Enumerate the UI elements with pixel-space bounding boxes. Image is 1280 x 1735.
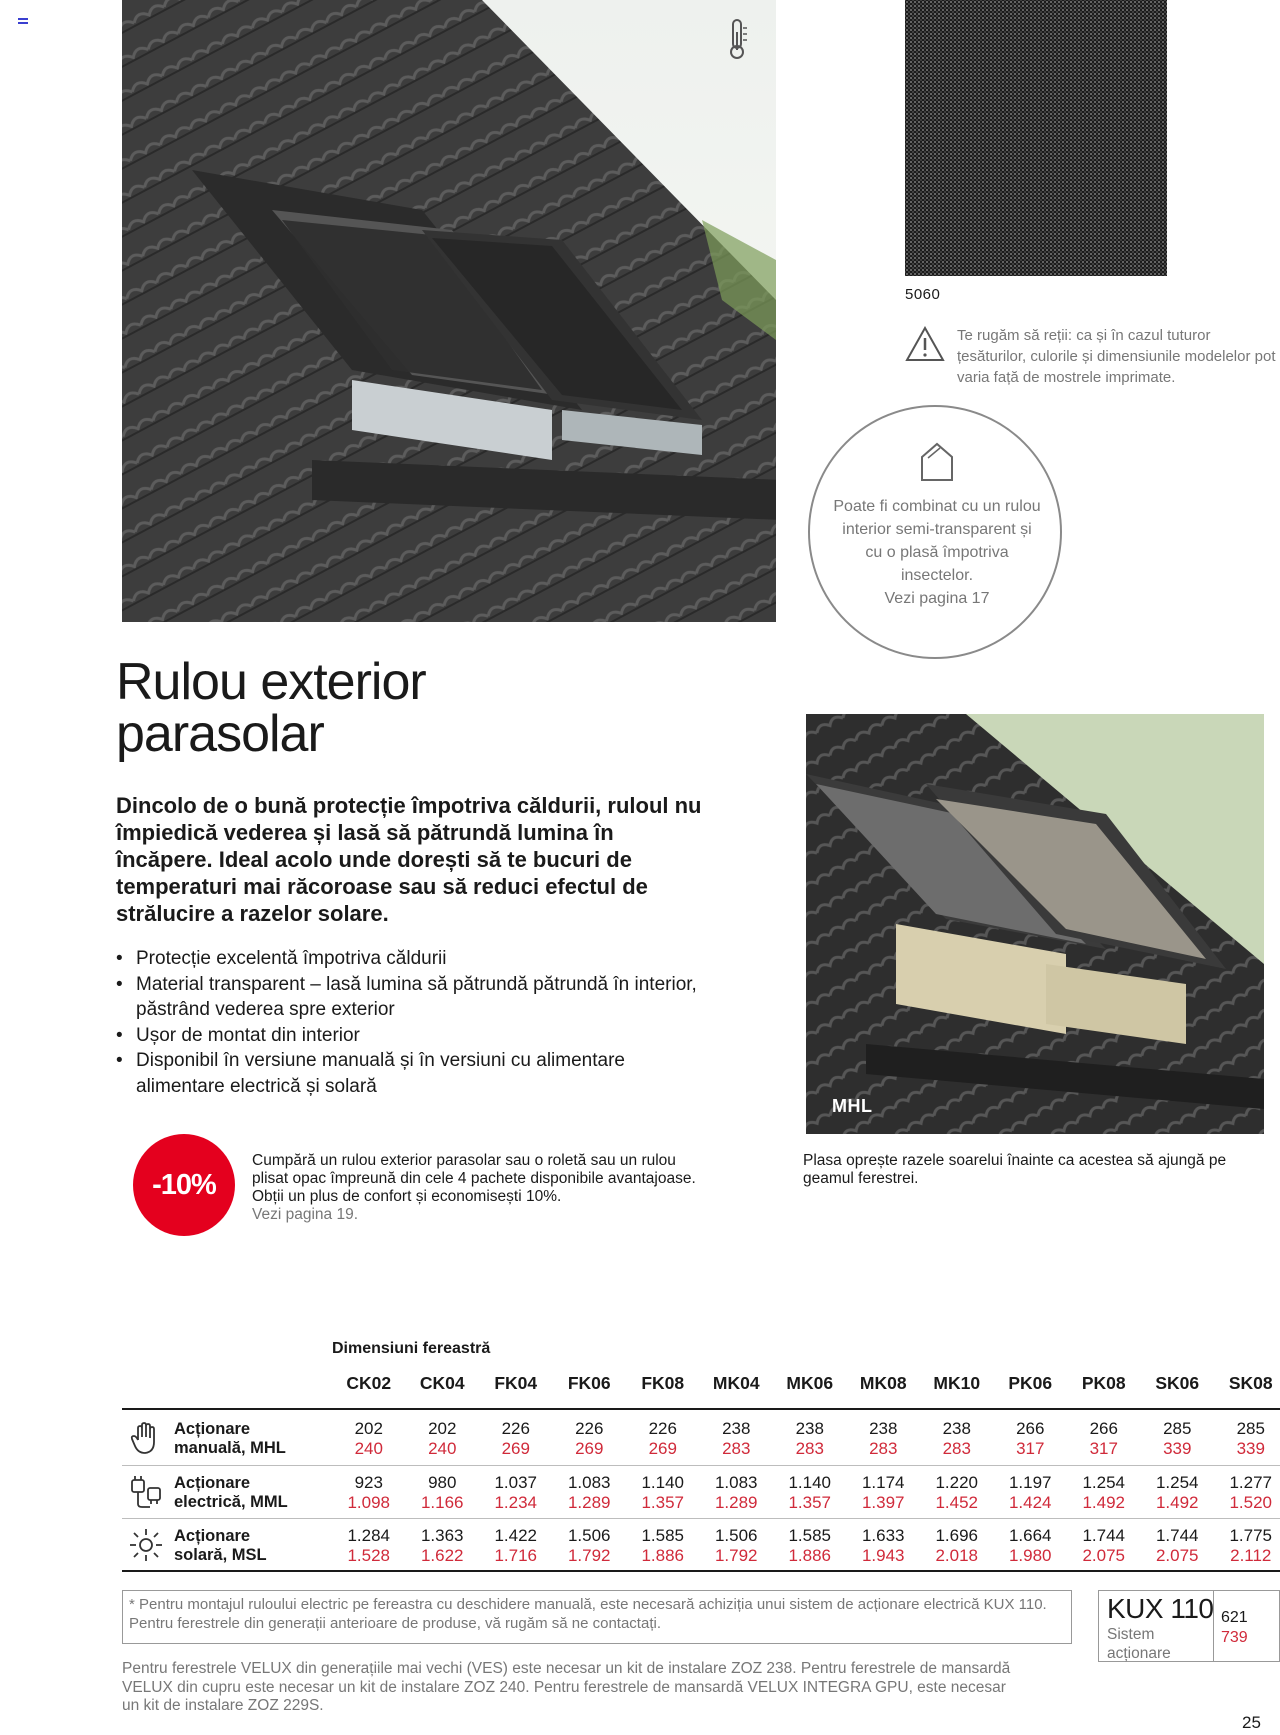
old-price-value: 1.980 — [1008, 1546, 1052, 1565]
row-label — [174, 1420, 286, 1458]
old-price-value: 1.289 — [567, 1493, 611, 1512]
kux-price-box — [1098, 1590, 1280, 1662]
footnote-box: * Pentru montajul ruloului electric pe fereastra cu deschidere manuală, este necesară achiziția unui sistem de acționare electrică KUX 110. Pentru ferestrele din generații anterioare de produse, vă rugăm să ne contactați. — [122, 1590, 1072, 1644]
price-cell — [1214, 1419, 1280, 1459]
old-price-value: 1.289 — [714, 1493, 758, 1512]
price-cell — [406, 1473, 480, 1513]
row-values — [332, 1526, 1280, 1566]
old-price-value: 1.716 — [494, 1546, 538, 1565]
price-cell — [626, 1473, 700, 1513]
row-values — [332, 1419, 1280, 1459]
old-price-value: 2.075 — [1082, 1546, 1126, 1565]
hand-icon — [128, 1420, 164, 1456]
old-price-value: 1.452 — [935, 1493, 979, 1512]
old-price-value: 339 — [1236, 1439, 1265, 1458]
page-number: 25 — [1242, 1713, 1261, 1732]
table-row — [122, 1519, 1280, 1571]
price-value: 1.664 — [1008, 1526, 1052, 1545]
old-price-value: 1.424 — [1008, 1493, 1052, 1512]
old-price-value: 2.075 — [1155, 1546, 1199, 1565]
table-top-line — [122, 1408, 1280, 1410]
lead-paragraph: Dincolo de o bună protecție împotriva căldurii, ruloul nu împiedică vederea și lasă să pătrundă lumina în încăpere. Ideal acolo unde dorești să te bucuri de temperaturi mai răcoroase sau să reduci efectul de strălucire a razelor solare. — [116, 793, 702, 926]
column-header: MK06 — [786, 1373, 834, 1393]
promo-description: Cumpără un rulou exterior parasolar sau o roletă sau un rulou plisat opac împreună din cele 4 pachete disponibile avantajoase. Obții un plus de confort și economisești 10%. — [252, 1152, 696, 1205]
old-price-value: 1.492 — [1155, 1493, 1199, 1512]
old-price-value: 2.018 — [935, 1546, 979, 1565]
column-header: MK08 — [859, 1373, 907, 1393]
table-header-row — [332, 1373, 1280, 1403]
price-cell — [332, 1419, 406, 1459]
price-value: 202 — [354, 1419, 383, 1438]
old-price-value: 283 — [722, 1439, 751, 1458]
combo-text — [832, 495, 1042, 610]
price-value: 923 — [354, 1473, 383, 1492]
row-label-line-2: manuală, MHL — [174, 1439, 286, 1457]
price-value: 1.220 — [935, 1473, 979, 1492]
kux-title: KUX 110 — [1107, 1593, 1214, 1624]
old-price-value: 1.886 — [641, 1546, 685, 1565]
combo-see-page: Vezi pagina 17 — [884, 590, 990, 607]
table-row — [122, 1466, 1280, 1518]
feature-list — [116, 946, 716, 1099]
old-price-value: 240 — [428, 1439, 457, 1458]
feature-item: • Ușor de montat din interior — [116, 1023, 716, 1049]
column-header: PK08 — [1081, 1373, 1126, 1393]
column-header: MK10 — [933, 1373, 981, 1393]
hero-roof-image — [122, 0, 776, 622]
price-value: 1.585 — [641, 1526, 685, 1545]
column-header: CK04 — [419, 1373, 465, 1393]
column-header: SK06 — [1155, 1373, 1200, 1393]
kux-divider — [1213, 1591, 1214, 1661]
price-cell — [994, 1473, 1068, 1513]
row-label-line-1: Acționare — [174, 1420, 251, 1438]
price-cell — [920, 1526, 994, 1566]
price-cell — [920, 1419, 994, 1459]
old-price-value: 1.492 — [1082, 1493, 1126, 1512]
price-value: 1.037 — [494, 1473, 538, 1492]
price-cell — [1141, 1473, 1215, 1513]
old-price-value: 1.357 — [788, 1493, 832, 1512]
price-value: 226 — [575, 1419, 604, 1438]
old-price-value: 1.528 — [347, 1546, 391, 1565]
fabric-swatch — [905, 0, 1167, 276]
price-value: 285 — [1163, 1419, 1192, 1438]
old-price-value: 1.943 — [861, 1546, 905, 1565]
price-value: 266 — [1089, 1419, 1118, 1438]
price-value: 1.174 — [861, 1473, 905, 1492]
price-value: 238 — [942, 1419, 971, 1438]
old-price-value: 1.357 — [641, 1493, 685, 1512]
price-cell — [332, 1473, 406, 1513]
price-cell — [773, 1526, 847, 1566]
plug-icon — [128, 1474, 164, 1510]
price-value: 1.197 — [1008, 1473, 1052, 1492]
menu-icon[interactable] — [18, 18, 28, 28]
old-price-value: 1.166 — [420, 1493, 464, 1512]
house-icon — [918, 441, 956, 483]
old-price-value: 2.112 — [1230, 1546, 1272, 1565]
column-header: FK08 — [641, 1373, 685, 1393]
price-cell — [1067, 1526, 1141, 1566]
old-price-value: 1.622 — [420, 1546, 464, 1565]
old-price-value: 240 — [354, 1439, 383, 1458]
price-cell — [1067, 1473, 1141, 1513]
old-price-value: 269 — [648, 1439, 677, 1458]
price-value: 226 — [648, 1419, 677, 1438]
price-cell — [847, 1526, 921, 1566]
price-cell — [479, 1419, 553, 1459]
warning-icon — [905, 326, 945, 362]
price-cell — [773, 1419, 847, 1459]
price-cell — [1214, 1473, 1280, 1513]
price-cell — [406, 1419, 480, 1459]
price-value: 226 — [501, 1419, 530, 1438]
old-price-value: 339 — [1163, 1439, 1192, 1458]
promo-text — [252, 1152, 712, 1224]
column-header: MK04 — [712, 1373, 760, 1393]
row-label-line-2: electrică, MML — [174, 1493, 288, 1511]
row-label-line-1: Acționare — [174, 1527, 251, 1545]
old-price-value: 283 — [795, 1439, 824, 1458]
price-value: 1.254 — [1082, 1473, 1126, 1492]
price-value: 202 — [428, 1419, 457, 1438]
price-value: 1.083 — [714, 1473, 758, 1492]
thermometer-icon — [724, 18, 750, 60]
price-value: 980 — [428, 1473, 457, 1492]
kux-subtitle: Sistem acționare — [1107, 1626, 1171, 1662]
feature-item: • Material transparent – lasă lumina să pătrundă pătrundă în interior, păstrând vederea spre exterior — [116, 972, 716, 1023]
price-value: 1.140 — [641, 1473, 685, 1492]
warning-text: Te rugăm să reții: ca și în cazul tuturor țesăturilor, culorile și dimensiunile modelelor pot varia față de mostrele imprimate. — [957, 327, 1276, 386]
title-line-1: Rulou exterior — [116, 653, 426, 711]
price-cell — [626, 1419, 700, 1459]
old-price-value: 283 — [942, 1439, 971, 1458]
row-label — [174, 1474, 288, 1512]
table-title: Dimensiuni fereastră — [332, 1340, 491, 1357]
price-value: 1.083 — [567, 1473, 611, 1492]
column-header: PK06 — [1008, 1373, 1053, 1393]
feature-item: • Disponibil în versiune manuală și în versiuni cu alimentare alimentare electrică și solară — [116, 1048, 716, 1099]
column-header: SK08 — [1228, 1373, 1273, 1393]
combo-description: Poate fi combinat cu un rulou interior semi-transparent și cu o plasă împotriva insectelor. — [833, 498, 1041, 584]
old-price-value: 317 — [1089, 1439, 1118, 1458]
price-cell — [1141, 1526, 1215, 1566]
product-photo-mhl — [806, 714, 1264, 1134]
price-value: 1.585 — [788, 1526, 832, 1545]
old-price-value: 1.098 — [347, 1493, 391, 1512]
feature-item: • Protecție excelentă împotriva căldurii — [116, 946, 716, 972]
price-cell — [553, 1419, 627, 1459]
discount-badge: -10% — [133, 1134, 235, 1236]
kux-price: 621 — [1221, 1609, 1248, 1626]
price-cell — [1141, 1419, 1215, 1459]
price-cell — [1214, 1526, 1280, 1566]
old-price-value: 1.792 — [714, 1546, 758, 1565]
price-value: 1.140 — [788, 1473, 832, 1492]
column-header: FK06 — [567, 1373, 611, 1393]
row-values — [332, 1473, 1280, 1513]
combo-callout — [808, 405, 1062, 659]
price-cell — [700, 1419, 774, 1459]
price-value: 1.506 — [714, 1526, 758, 1545]
price-cell — [847, 1419, 921, 1459]
price-value: 1.363 — [420, 1526, 464, 1545]
old-price-value: 1.520 — [1229, 1493, 1273, 1512]
price-value: 1.744 — [1082, 1526, 1126, 1545]
price-value: 1.696 — [935, 1526, 979, 1545]
price-cell — [847, 1473, 921, 1513]
price-value: 238 — [869, 1419, 898, 1438]
promo-see-page: Vezi pagina 19. — [252, 1206, 359, 1223]
image-label-mhl: MHL — [832, 1096, 873, 1116]
price-cell — [553, 1473, 627, 1513]
price-cell — [994, 1526, 1068, 1566]
row-label-line-2: solară, MSL — [174, 1546, 267, 1564]
price-value: 1.775 — [1229, 1526, 1273, 1545]
table-bottom-line — [122, 1570, 1280, 1572]
page-title — [116, 653, 716, 763]
price-value: 285 — [1236, 1419, 1265, 1438]
price-value: 1.506 — [567, 1526, 611, 1545]
price-value: 1.744 — [1155, 1526, 1199, 1545]
price-value: 1.633 — [861, 1526, 905, 1545]
price-value: 1.254 — [1155, 1473, 1199, 1492]
kux-old-price: 739 — [1221, 1629, 1248, 1646]
price-cell — [773, 1473, 847, 1513]
price-cell — [920, 1473, 994, 1513]
table-row — [122, 1412, 1280, 1464]
old-price-value: 317 — [1016, 1439, 1045, 1458]
column-header: CK02 — [346, 1373, 392, 1393]
row-label — [174, 1527, 267, 1565]
install-note: Pentru ferestrele VELUX din generațiile mai vechi (VES) este necesar un kit de instalare ZOZ 238. Pentru ferestrele de mansardă VELUX din cupru este necesar un kit de instalare ZOZ 240. Pentru ferestrele de mansardă VELUX INTEGRA GPU, este necesar un kit de instalare ZOZ 229S. — [122, 1660, 1011, 1714]
price-cell — [406, 1526, 480, 1566]
price-cell — [700, 1526, 774, 1566]
price-cell — [994, 1419, 1068, 1459]
price-value: 238 — [722, 1419, 751, 1438]
price-value: 1.284 — [347, 1526, 391, 1545]
image-caption: Plasa oprește razele soarelui înainte ca acestea să ajungă pe geamul ferestrei. — [803, 1152, 1227, 1187]
old-price-value: 1.397 — [861, 1493, 905, 1512]
old-price-value: 1.886 — [788, 1546, 832, 1565]
price-value: 1.277 — [1229, 1473, 1273, 1492]
title-line-2: parasolar — [116, 705, 324, 763]
price-cell — [479, 1473, 553, 1513]
old-price-value: 283 — [869, 1439, 898, 1458]
price-cell — [700, 1473, 774, 1513]
price-value: 238 — [795, 1419, 824, 1438]
swatch-code: 5060 — [905, 286, 941, 303]
row-label-line-1: Acționare — [174, 1474, 251, 1492]
old-price-value: 269 — [575, 1439, 604, 1458]
old-price-value: 1.792 — [567, 1546, 611, 1565]
old-price-value: 269 — [501, 1439, 530, 1458]
price-cell — [479, 1526, 553, 1566]
old-price-value: 1.234 — [494, 1493, 538, 1512]
sun-icon — [128, 1527, 164, 1563]
price-value: 1.422 — [494, 1526, 538, 1545]
price-cell — [553, 1526, 627, 1566]
price-cell — [1067, 1419, 1141, 1459]
price-cell — [332, 1526, 406, 1566]
price-value: 266 — [1016, 1419, 1045, 1438]
column-header: FK04 — [494, 1373, 538, 1393]
price-cell — [626, 1526, 700, 1566]
